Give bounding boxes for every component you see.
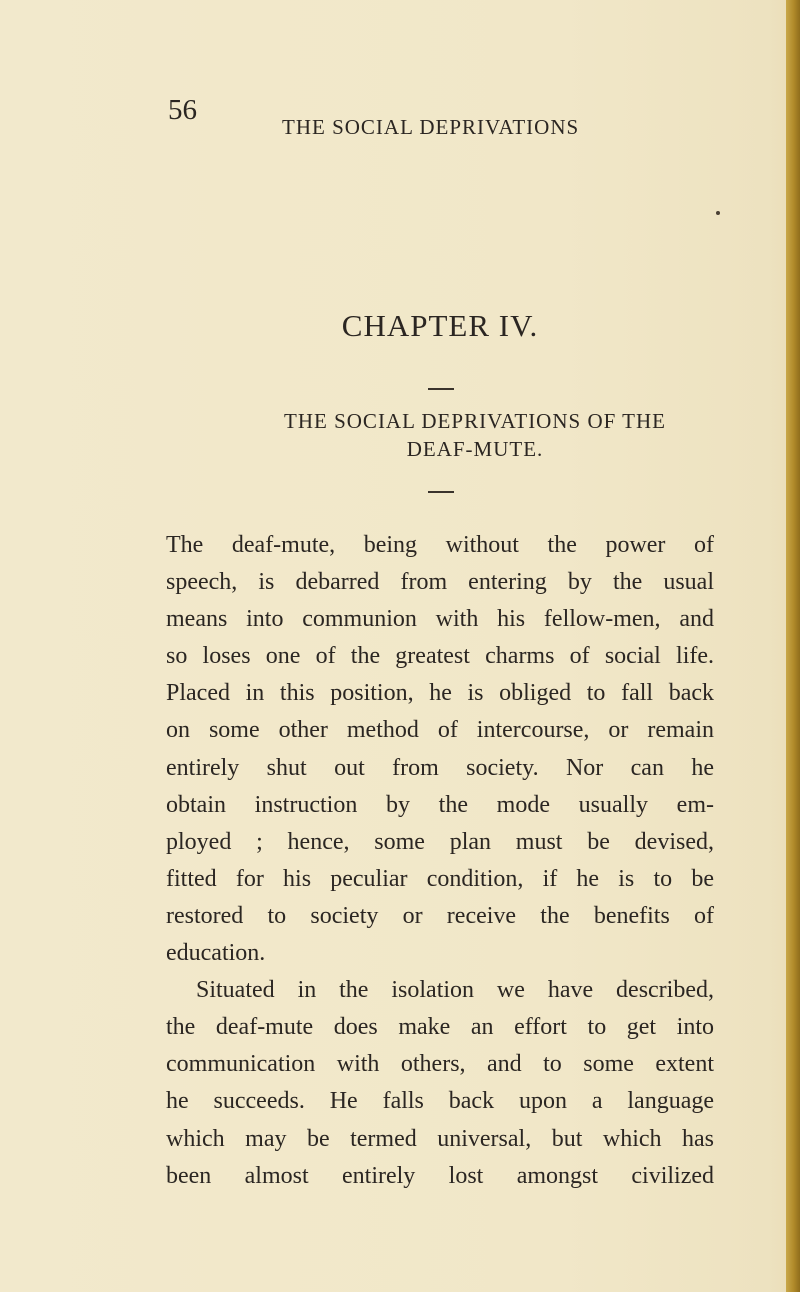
body-line: obtain instruction by the mode usually em- xyxy=(166,791,714,818)
body-line: speech, is debarred from entering by the usual xyxy=(166,569,714,596)
body-line: fitted for his peculiar condition, if he is to be xyxy=(166,865,714,892)
body-line: restored to society or receive the benefits of xyxy=(166,902,714,929)
body-line: means into communion with his fellow-men, and xyxy=(166,606,714,633)
body-line: been almost entirely lost amongst civilized xyxy=(166,1162,714,1189)
body-line: The deaf-mute, being without the power of xyxy=(166,532,714,558)
page-edge xyxy=(786,0,800,1292)
page-number: 56 xyxy=(168,94,197,126)
body-line: Situated in the isolation we have described, xyxy=(196,977,714,1004)
body-text xyxy=(166,527,714,1195)
body-line: on some other method of intercourse, or remain xyxy=(166,717,714,744)
body-line: which may be termed universal, but which has xyxy=(166,1125,714,1152)
chapter-subtitle xyxy=(240,407,710,463)
body-line: so loses one of the greatest charms of social life. xyxy=(166,643,714,670)
body-line: the deaf-mute does make an effort to get into xyxy=(166,1014,714,1041)
body-line: communication with others, and to some extent xyxy=(166,1051,714,1078)
chapter-title: CHAPTER IV. xyxy=(341,308,539,343)
title-rule-top xyxy=(428,388,454,390)
chapter-subtitle-line-2: DEAF-MUTE. xyxy=(406,437,544,461)
body-line: ployed ; hence, some plan must be devised, xyxy=(166,828,714,855)
title-rule-bottom xyxy=(428,491,454,493)
chapter-subtitle-line-1: THE SOCIAL DEPRIVATIONS OF THE xyxy=(284,409,666,433)
body-line: entirely shut out from society. Nor can he xyxy=(166,754,714,781)
body-line: education. xyxy=(166,940,266,967)
body-line: he succeeds. He falls back upon a language xyxy=(166,1088,714,1115)
ink-speck xyxy=(716,211,720,215)
body-line: Placed in this position, he is obliged to fall back xyxy=(166,680,714,707)
running-head: THE SOCIAL DEPRIVATIONS xyxy=(282,115,580,139)
